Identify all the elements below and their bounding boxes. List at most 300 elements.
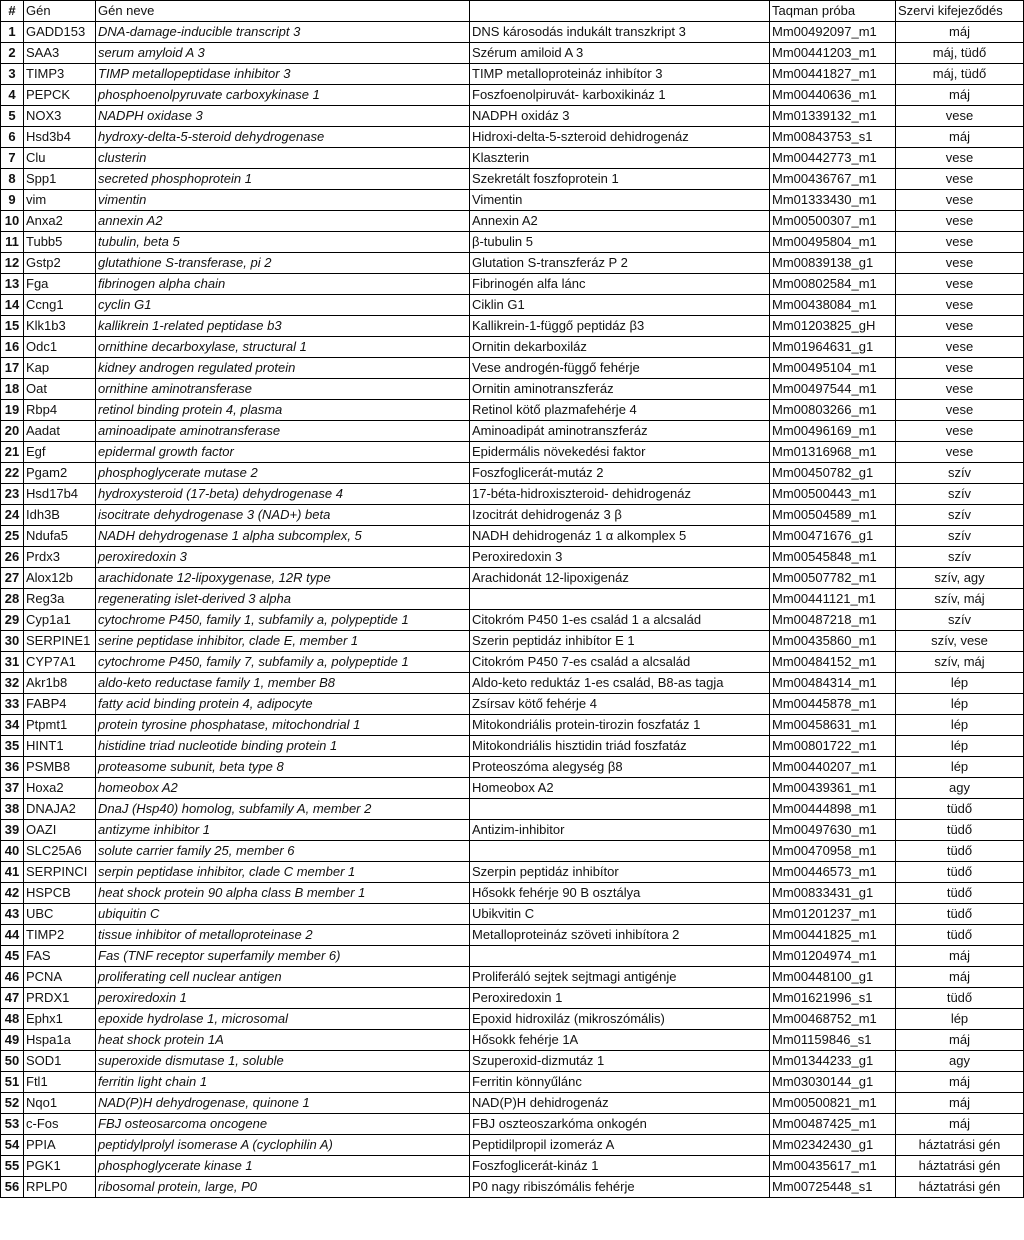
table-row (1, 421, 1024, 442)
cell-gene-symbol: PEPCK (24, 85, 96, 106)
cell-hungarian-name: Foszfoenolpiruvát- karboxikináz 1 (470, 85, 770, 106)
cell-organ-expression: máj, tüdő (896, 64, 1024, 85)
table-row (1, 127, 1024, 148)
cell-number: 7 (1, 148, 24, 169)
cell-taqman-probe: Mm01204974_m1 (770, 946, 896, 967)
cell-organ-expression: szív, vese (896, 631, 1024, 652)
cell-organ-expression: lép (896, 694, 1024, 715)
cell-organ-expression: lép (896, 673, 1024, 694)
cell-taqman-probe: Mm01339132_m1 (770, 106, 896, 127)
cell-organ-expression: vese (896, 421, 1024, 442)
cell-organ-expression: háztatrási gén (896, 1156, 1024, 1177)
cell-gene-name: superoxide dismutase 1, soluble (96, 1051, 470, 1072)
cell-number: 27 (1, 568, 24, 589)
cell-gene-name: FBJ osteosarcoma oncogene (96, 1114, 470, 1135)
table-row (1, 295, 1024, 316)
cell-gene-symbol: Odc1 (24, 337, 96, 358)
header-organ-expression: Szervi kifejeződés (896, 1, 1024, 22)
cell-number: 30 (1, 631, 24, 652)
table-row (1, 1051, 1024, 1072)
cell-number: 36 (1, 757, 24, 778)
cell-gene-symbol: Gstp2 (24, 253, 96, 274)
cell-gene-symbol: Klk1b3 (24, 316, 96, 337)
cell-gene-name: annexin A2 (96, 211, 470, 232)
cell-number: 3 (1, 64, 24, 85)
cell-organ-expression: lép (896, 1009, 1024, 1030)
cell-taqman-probe: Mm00500307_m1 (770, 211, 896, 232)
cell-taqman-probe: Mm00500821_m1 (770, 1093, 896, 1114)
cell-gene-name: kidney androgen regulated protein (96, 358, 470, 379)
cell-number: 54 (1, 1135, 24, 1156)
cell-number: 23 (1, 484, 24, 505)
cell-gene-name: solute carrier family 25, member 6 (96, 841, 470, 862)
cell-number: 5 (1, 106, 24, 127)
table-row (1, 43, 1024, 64)
cell-gene-name: ferritin light chain 1 (96, 1072, 470, 1093)
cell-taqman-probe: Mm00440636_m1 (770, 85, 896, 106)
cell-hungarian-name: Zsírsav kötő fehérje 4 (470, 694, 770, 715)
cell-gene-name: arachidonate 12-lipoxygenase, 12R type (96, 568, 470, 589)
cell-hungarian-name: Klaszterin (470, 148, 770, 169)
cell-number: 53 (1, 1114, 24, 1135)
cell-number: 28 (1, 589, 24, 610)
cell-hungarian-name: P0 nagy ribiszómális fehérje (470, 1177, 770, 1198)
cell-organ-expression: tüdő (896, 904, 1024, 925)
table-row (1, 1177, 1024, 1198)
cell-hungarian-name: Metalloproteináz szöveti inhibítora 2 (470, 925, 770, 946)
cell-gene-symbol: Alox12b (24, 568, 96, 589)
cell-taqman-probe: Mm00442773_m1 (770, 148, 896, 169)
cell-gene-name: isocitrate dehydrogenase 3 (NAD+) beta (96, 505, 470, 526)
cell-organ-expression: vese (896, 358, 1024, 379)
cell-gene-symbol: Pgam2 (24, 463, 96, 484)
table-row (1, 64, 1024, 85)
cell-gene-name: protein tyrosine phosphatase, mitochondrial 1 (96, 715, 470, 736)
table-row (1, 1093, 1024, 1114)
cell-taqman-probe: Mm00839138_g1 (770, 253, 896, 274)
cell-taqman-probe: Mm00803266_m1 (770, 400, 896, 421)
cell-taqman-probe: Mm01159846_s1 (770, 1030, 896, 1051)
cell-taqman-probe: Mm00438084_m1 (770, 295, 896, 316)
cell-taqman-probe: Mm00441825_m1 (770, 925, 896, 946)
cell-taqman-probe: Mm00470958_m1 (770, 841, 896, 862)
cell-gene-symbol: Clu (24, 148, 96, 169)
cell-hungarian-name: Hidroxi-delta-5-szteroid dehidrogenáz (470, 127, 770, 148)
cell-number: 33 (1, 694, 24, 715)
cell-gene-name: proliferating cell nuclear antigen (96, 967, 470, 988)
cell-taqman-probe: Mm00435617_m1 (770, 1156, 896, 1177)
cell-number: 29 (1, 610, 24, 631)
cell-hungarian-name: Fibrinogén alfa lánc (470, 274, 770, 295)
cell-gene-name: phosphoglycerate kinase 1 (96, 1156, 470, 1177)
cell-organ-expression: szív (896, 484, 1024, 505)
table-row (1, 736, 1024, 757)
header-gene-name: Gén neve (96, 1, 470, 22)
cell-hungarian-name: 17-béta-hidroxiszteroid- dehidrogenáz (470, 484, 770, 505)
cell-hungarian-name: Mitokondriális hisztidin triád foszfatáz (470, 736, 770, 757)
cell-taqman-probe: Mm00436767_m1 (770, 169, 896, 190)
cell-organ-expression: szív, máj (896, 652, 1024, 673)
cell-gene-name: hydroxysteroid (17-beta) dehydrogenase 4 (96, 484, 470, 505)
cell-taqman-probe: Mm01201237_m1 (770, 904, 896, 925)
cell-number: 48 (1, 1009, 24, 1030)
header-gene-symbol: Gén (24, 1, 96, 22)
cell-hungarian-name: Hősokk fehérje 1A (470, 1030, 770, 1051)
table-row (1, 211, 1024, 232)
cell-gene-symbol: Reg3a (24, 589, 96, 610)
cell-gene-name: TIMP metallopeptidase inhibitor 3 (96, 64, 470, 85)
cell-taqman-probe: Mm00435860_m1 (770, 631, 896, 652)
cell-taqman-probe: Mm00802584_m1 (770, 274, 896, 295)
cell-gene-symbol: Hoxa2 (24, 778, 96, 799)
cell-gene-name: heat shock protein 90 alpha class B member 1 (96, 883, 470, 904)
table-row (1, 904, 1024, 925)
cell-taqman-probe: Mm00545848_m1 (770, 547, 896, 568)
cell-gene-symbol: PRDX1 (24, 988, 96, 1009)
cell-number: 26 (1, 547, 24, 568)
cell-gene-name: ubiquitin C (96, 904, 470, 925)
cell-hungarian-name: Arachidonát 12-lipoxigenáz (470, 568, 770, 589)
cell-number: 16 (1, 337, 24, 358)
cell-gene-name: cytochrome P450, family 1, subfamily a, polypeptide 1 (96, 610, 470, 631)
cell-taqman-probe: Mm00458631_m1 (770, 715, 896, 736)
cell-taqman-probe: Mm03030144_g1 (770, 1072, 896, 1093)
cell-gene-symbol: Hsd17b4 (24, 484, 96, 505)
cell-organ-expression: máj (896, 1093, 1024, 1114)
cell-number: 43 (1, 904, 24, 925)
cell-organ-expression: vese (896, 400, 1024, 421)
cell-gene-name: serum amyloid A 3 (96, 43, 470, 64)
table-row (1, 526, 1024, 547)
cell-organ-expression: tüdő (896, 862, 1024, 883)
cell-hungarian-name: Vese androgén-függő fehérje (470, 358, 770, 379)
cell-gene-name: vimentin (96, 190, 470, 211)
cell-hungarian-name (470, 799, 770, 820)
table-row (1, 820, 1024, 841)
table-body (1, 22, 1024, 1198)
cell-taqman-probe: Mm01964631_g1 (770, 337, 896, 358)
cell-number: 4 (1, 85, 24, 106)
cell-taqman-probe: Mm00484152_m1 (770, 652, 896, 673)
cell-taqman-probe: Mm02342430_g1 (770, 1135, 896, 1156)
cell-gene-symbol: vim (24, 190, 96, 211)
cell-hungarian-name: Mitokondriális protein-tirozin foszfatáz 1 (470, 715, 770, 736)
cell-taqman-probe: Mm01344233_g1 (770, 1051, 896, 1072)
cell-taqman-probe: Mm00497544_m1 (770, 379, 896, 400)
cell-organ-expression: vese (896, 232, 1024, 253)
cell-organ-expression: tüdő (896, 841, 1024, 862)
cell-number: 56 (1, 1177, 24, 1198)
cell-organ-expression: máj (896, 1072, 1024, 1093)
cell-gene-name: serine peptidase inhibitor, clade E, member 1 (96, 631, 470, 652)
cell-hungarian-name: Szekretált foszfoprotein 1 (470, 169, 770, 190)
cell-gene-symbol: Anxa2 (24, 211, 96, 232)
cell-gene-symbol: Hspa1a (24, 1030, 96, 1051)
cell-hungarian-name (470, 589, 770, 610)
cell-hungarian-name: Szuperoxid-dizmutáz 1 (470, 1051, 770, 1072)
cell-gene-name: peptidylprolyl isomerase A (cyclophilin A) (96, 1135, 470, 1156)
table-row (1, 274, 1024, 295)
cell-hungarian-name (470, 946, 770, 967)
cell-gene-name: tubulin, beta 5 (96, 232, 470, 253)
cell-gene-name: regenerating islet-derived 3 alpha (96, 589, 470, 610)
cell-gene-symbol: Ccng1 (24, 295, 96, 316)
cell-gene-symbol: UBC (24, 904, 96, 925)
table-row (1, 22, 1024, 43)
cell-taqman-probe: Mm01316968_m1 (770, 442, 896, 463)
cell-hungarian-name: Vimentin (470, 190, 770, 211)
cell-number: 40 (1, 841, 24, 862)
cell-taqman-probe: Mm00471676_g1 (770, 526, 896, 547)
cell-gene-name: peroxiredoxin 3 (96, 547, 470, 568)
cell-gene-symbol: FAS (24, 946, 96, 967)
cell-hungarian-name: Szerin peptidáz inhibítor E 1 (470, 631, 770, 652)
table-row (1, 1114, 1024, 1135)
cell-organ-expression: máj (896, 1114, 1024, 1135)
cell-gene-name: histidine triad nucleotide binding protein 1 (96, 736, 470, 757)
cell-taqman-probe: Mm00507782_m1 (770, 568, 896, 589)
cell-gene-symbol: Akr1b8 (24, 673, 96, 694)
cell-hungarian-name: Retinol kötő plazmafehérje 4 (470, 400, 770, 421)
cell-taqman-probe: Mm00441827_m1 (770, 64, 896, 85)
cell-organ-expression: tüdő (896, 799, 1024, 820)
cell-number: 1 (1, 22, 24, 43)
cell-number: 37 (1, 778, 24, 799)
cell-organ-expression: máj (896, 127, 1024, 148)
cell-number: 8 (1, 169, 24, 190)
table-row (1, 316, 1024, 337)
cell-gene-name: heat shock protein 1A (96, 1030, 470, 1051)
cell-organ-expression: tüdő (896, 988, 1024, 1009)
cell-number: 21 (1, 442, 24, 463)
cell-gene-name: proteasome subunit, beta type 8 (96, 757, 470, 778)
cell-taqman-probe: Mm01621996_s1 (770, 988, 896, 1009)
cell-hungarian-name: Homeobox A2 (470, 778, 770, 799)
cell-organ-expression: vese (896, 211, 1024, 232)
cell-gene-symbol: Egf (24, 442, 96, 463)
table-row (1, 967, 1024, 988)
table-row (1, 463, 1024, 484)
cell-organ-expression: vese (896, 337, 1024, 358)
cell-organ-expression: máj (896, 22, 1024, 43)
cell-gene-symbol: GADD153 (24, 22, 96, 43)
cell-number: 22 (1, 463, 24, 484)
cell-gene-name: epidermal growth factor (96, 442, 470, 463)
cell-organ-expression: agy (896, 1051, 1024, 1072)
cell-taqman-probe: Mm00495804_m1 (770, 232, 896, 253)
cell-number: 31 (1, 652, 24, 673)
cell-gene-symbol: Rbp4 (24, 400, 96, 421)
cell-number: 20 (1, 421, 24, 442)
cell-gene-symbol: TIMP2 (24, 925, 96, 946)
cell-hungarian-name: Peroxiredoxin 1 (470, 988, 770, 1009)
cell-hungarian-name: Proliferáló sejtek sejtmagi antigénje (470, 967, 770, 988)
cell-organ-expression: szív (896, 526, 1024, 547)
cell-taqman-probe: Mm00440207_m1 (770, 757, 896, 778)
cell-gene-symbol: SAA3 (24, 43, 96, 64)
cell-taqman-probe: Mm00484314_m1 (770, 673, 896, 694)
cell-organ-expression: vese (896, 169, 1024, 190)
cell-organ-expression: tüdő (896, 925, 1024, 946)
cell-organ-expression: vese (896, 295, 1024, 316)
table-row (1, 694, 1024, 715)
cell-gene-name: ornithine aminotransferase (96, 379, 470, 400)
table-row (1, 946, 1024, 967)
cell-gene-name: peroxiredoxin 1 (96, 988, 470, 1009)
cell-hungarian-name: Ornitin dekarboxiláz (470, 337, 770, 358)
cell-organ-expression: máj (896, 946, 1024, 967)
cell-gene-name: fibrinogen alpha chain (96, 274, 470, 295)
table-row (1, 715, 1024, 736)
cell-number: 18 (1, 379, 24, 400)
cell-taqman-probe: Mm01203825_gH (770, 316, 896, 337)
cell-taqman-probe: Mm00441121_m1 (770, 589, 896, 610)
cell-gene-symbol: SLC25A6 (24, 841, 96, 862)
cell-gene-symbol: RPLP0 (24, 1177, 96, 1198)
cell-taqman-probe: Mm00495104_m1 (770, 358, 896, 379)
table-row (1, 778, 1024, 799)
cell-hungarian-name: Annexin A2 (470, 211, 770, 232)
table-row (1, 190, 1024, 211)
cell-taqman-probe: Mm00492097_m1 (770, 22, 896, 43)
cell-taqman-probe: Mm00496169_m1 (770, 421, 896, 442)
cell-organ-expression: háztatrási gén (896, 1177, 1024, 1198)
cell-organ-expression: szív (896, 505, 1024, 526)
cell-gene-symbol: Ndufa5 (24, 526, 96, 547)
cell-gene-symbol: PPIA (24, 1135, 96, 1156)
cell-gene-symbol: NOX3 (24, 106, 96, 127)
cell-organ-expression: máj (896, 1030, 1024, 1051)
cell-hungarian-name: Ciklin G1 (470, 295, 770, 316)
cell-number: 25 (1, 526, 24, 547)
cell-gene-symbol: Cyp1a1 (24, 610, 96, 631)
cell-organ-expression: szív, máj (896, 589, 1024, 610)
cell-taqman-probe: Mm00444898_m1 (770, 799, 896, 820)
cell-taqman-probe: Mm00487425_m1 (770, 1114, 896, 1135)
cell-hungarian-name (470, 841, 770, 862)
cell-hungarian-name: Kallikrein-1-függő peptidáz β3 (470, 316, 770, 337)
cell-hungarian-name: Aminoadipát aminotranszferáz (470, 421, 770, 442)
cell-taqman-probe: Mm00468752_m1 (770, 1009, 896, 1030)
cell-gene-symbol: DNAJA2 (24, 799, 96, 820)
cell-number: 24 (1, 505, 24, 526)
cell-gene-symbol: Ftl1 (24, 1072, 96, 1093)
cell-number: 42 (1, 883, 24, 904)
table-row (1, 652, 1024, 673)
cell-gene-symbol: PSMB8 (24, 757, 96, 778)
cell-taqman-probe: Mm00441203_m1 (770, 43, 896, 64)
cell-organ-expression: szív (896, 463, 1024, 484)
cell-hungarian-name: β-tubulin 5 (470, 232, 770, 253)
header-row (1, 1, 1024, 22)
cell-gene-symbol: Nqo1 (24, 1093, 96, 1114)
cell-taqman-probe: Mm00725448_s1 (770, 1177, 896, 1198)
cell-hungarian-name: Szérum amiloid A 3 (470, 43, 770, 64)
cell-gene-symbol: Hsd3b4 (24, 127, 96, 148)
cell-taqman-probe: Mm00487218_m1 (770, 610, 896, 631)
cell-number: 15 (1, 316, 24, 337)
cell-gene-name: aminoadipate aminotransferase (96, 421, 470, 442)
cell-gene-symbol: Spp1 (24, 169, 96, 190)
cell-hungarian-name: Antizim-inhibitor (470, 820, 770, 841)
cell-hungarian-name: Ferritin könnyűlánc (470, 1072, 770, 1093)
cell-hungarian-name: Citokróm P450 7-es család a alcsalád (470, 652, 770, 673)
cell-organ-expression: vese (896, 253, 1024, 274)
cell-gene-symbol: SERPINCI (24, 862, 96, 883)
cell-number: 35 (1, 736, 24, 757)
cell-gene-name: DnaJ (Hsp40) homolog, subfamily A, member 2 (96, 799, 470, 820)
cell-taqman-probe: Mm00843753_s1 (770, 127, 896, 148)
cell-hungarian-name: NAD(P)H dehidrogenáz (470, 1093, 770, 1114)
table-row (1, 841, 1024, 862)
cell-number: 44 (1, 925, 24, 946)
table-row (1, 232, 1024, 253)
cell-gene-name: hydroxy-delta-5-steroid dehydrogenase (96, 127, 470, 148)
table-row (1, 442, 1024, 463)
cell-taqman-probe: Mm00446573_m1 (770, 862, 896, 883)
header-hungarian-name (470, 1, 770, 22)
table-row (1, 505, 1024, 526)
table-row (1, 673, 1024, 694)
cell-gene-name: retinol binding protein 4, plasma (96, 400, 470, 421)
table-row (1, 337, 1024, 358)
cell-organ-expression: máj, tüdő (896, 43, 1024, 64)
cell-gene-name: glutathione S-transferase, pi 2 (96, 253, 470, 274)
cell-hungarian-name: Epoxid hidroxiláz (mikroszómális) (470, 1009, 770, 1030)
table-row (1, 1072, 1024, 1093)
cell-gene-symbol: HINT1 (24, 736, 96, 757)
cell-hungarian-name: Citokróm P450 1-es család 1 a alcsalád (470, 610, 770, 631)
cell-gene-symbol: PCNA (24, 967, 96, 988)
cell-organ-expression: vese (896, 190, 1024, 211)
cell-number: 55 (1, 1156, 24, 1177)
cell-number: 17 (1, 358, 24, 379)
header-taqman-probe: Taqman próba (770, 1, 896, 22)
table-row (1, 1135, 1024, 1156)
cell-gene-name: ornithine decarboxylase, structural 1 (96, 337, 470, 358)
cell-gene-name: serpin peptidase inhibitor, clade C member 1 (96, 862, 470, 883)
table-row (1, 169, 1024, 190)
cell-organ-expression: agy (896, 778, 1024, 799)
cell-hungarian-name: Peptidilpropil izomeráz A (470, 1135, 770, 1156)
cell-taqman-probe: Mm00500443_m1 (770, 484, 896, 505)
cell-gene-symbol: Tubb5 (24, 232, 96, 253)
cell-hungarian-name: NADPH oxidáz 3 (470, 106, 770, 127)
cell-hungarian-name: Foszfoglicerát-mutáz 2 (470, 463, 770, 484)
cell-gene-symbol: CYP7A1 (24, 652, 96, 673)
cell-gene-symbol: Ptpmt1 (24, 715, 96, 736)
cell-number: 32 (1, 673, 24, 694)
cell-number: 47 (1, 988, 24, 1009)
cell-organ-expression: máj (896, 967, 1024, 988)
cell-number: 11 (1, 232, 24, 253)
cell-number: 6 (1, 127, 24, 148)
cell-organ-expression: szív (896, 610, 1024, 631)
cell-taqman-probe: Mm00801722_m1 (770, 736, 896, 757)
cell-gene-name: aldo-keto reductase family 1, member B8 (96, 673, 470, 694)
cell-taqman-probe: Mm01333430_m1 (770, 190, 896, 211)
cell-gene-name: fatty acid binding protein 4, adipocyte (96, 694, 470, 715)
cell-gene-name: secreted phosphoprotein 1 (96, 169, 470, 190)
cell-gene-name: phosphoenolpyruvate carboxykinase 1 (96, 85, 470, 106)
cell-organ-expression: vese (896, 316, 1024, 337)
cell-gene-symbol: Oat (24, 379, 96, 400)
cell-gene-symbol: c-Fos (24, 1114, 96, 1135)
cell-gene-name: homeobox A2 (96, 778, 470, 799)
table-row (1, 85, 1024, 106)
table-row (1, 379, 1024, 400)
cell-gene-symbol: Ephx1 (24, 1009, 96, 1030)
